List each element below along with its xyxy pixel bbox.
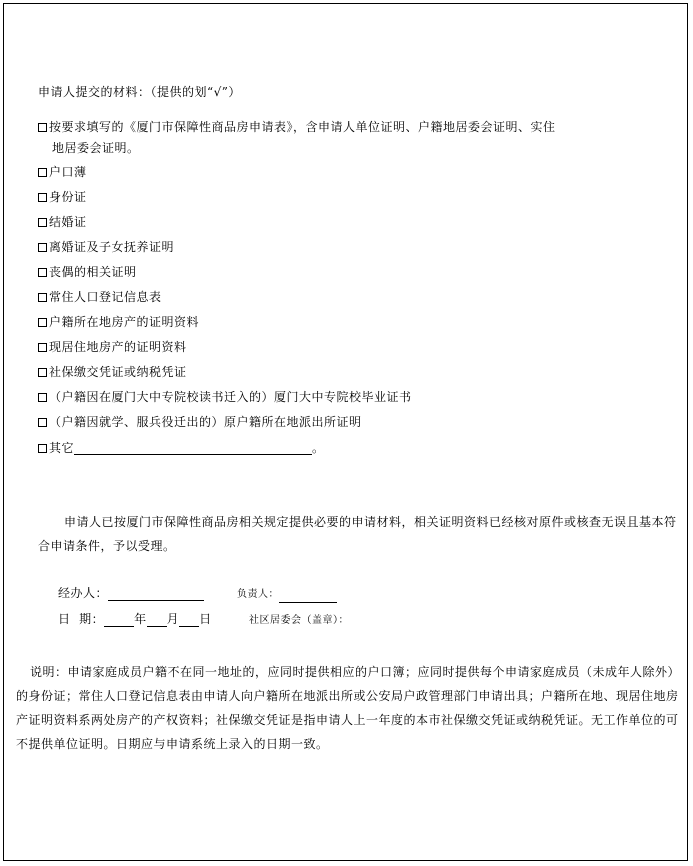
month-label: 月: [166, 612, 180, 626]
checkbox-icon[interactable]: [38, 193, 47, 202]
checkbox-icon[interactable]: [38, 418, 47, 427]
year-blank[interactable]: [104, 614, 134, 627]
checkbox-icon[interactable]: [38, 318, 47, 327]
item-label: 结婚证: [49, 215, 87, 229]
other-blank-line[interactable]: [74, 442, 312, 455]
checkbox-icon[interactable]: [38, 393, 47, 402]
item-label: 常住人口登记信息表: [49, 290, 162, 304]
checkbox-icon[interactable]: [38, 343, 47, 352]
materials-title: 申请人提交的材料：（提供的划“√”）: [38, 85, 241, 99]
item-label: 现居住地房产的证明资料: [49, 340, 187, 354]
day-label: 日: [199, 612, 212, 626]
committee-stamp-label: 社区居委会（盖章）：: [249, 615, 349, 626]
checkbox-item-hukou[interactable]: [38, 164, 87, 180]
checkbox-item-divorce[interactable]: [38, 239, 174, 255]
checkbox-icon[interactable]: [38, 243, 47, 252]
item-label: （户籍因就学、服兵役迁出的）原户籍所在地派出所证明: [49, 415, 362, 429]
item-label: 社保缴交凭证或纳税凭证: [49, 365, 187, 379]
checkbox-item-other[interactable]: [38, 440, 325, 456]
item-label: 户口薄: [49, 165, 87, 179]
item-label: 身份证: [49, 190, 87, 204]
checkbox-icon[interactable]: [38, 293, 47, 302]
checkbox-icon[interactable]: [38, 123, 47, 132]
handler-label: 经办人：: [58, 586, 109, 600]
item-label: 户籍所在地房产的证明资料: [49, 315, 200, 329]
item-label: 丧偶的相关证明: [49, 265, 137, 279]
checkbox-item-diploma[interactable]: [38, 389, 412, 405]
checkbox-item-current-property[interactable]: [38, 339, 187, 355]
checkbox-item-application-form[interactable]: [38, 119, 556, 135]
month-blank[interactable]: [147, 614, 167, 627]
responsible-row: [237, 587, 337, 603]
checkbox-item-social-security[interactable]: [38, 364, 187, 380]
checkbox-icon[interactable]: [38, 368, 47, 377]
item-label: 离婚证及子女抚养证明: [49, 240, 175, 254]
year-label: 年: [134, 612, 147, 626]
responsible-blank-line[interactable]: [279, 590, 337, 603]
checkbox-icon[interactable]: [38, 168, 47, 177]
other-end: 。: [312, 441, 325, 455]
acceptance-statement: 申请人已按厦门市保障性商品房相关规定提供必要的申请材料，相关证明资料已经核对原件或核查无误且基本符合申请条件，予以受理。: [38, 515, 677, 553]
date-label: 日 期：: [58, 612, 105, 626]
checkbox-icon[interactable]: [38, 218, 47, 227]
checkbox-item-police-proof[interactable]: [38, 414, 362, 430]
checkbox-item-resident-info[interactable]: [38, 289, 162, 305]
handler-row: [58, 585, 204, 601]
note-paragraph: 说明：申请家庭成员户籍不在同一地址的，应同时提供相应的户口簿；应同时提供每个申请家庭成员（未成年人除外）的身份证；常住人口登记信息表由申请人向户籍所在地派出所或公安局户政管理部门申请出具；户籍所在地、现居住地房产证明资料系两处房产的产权资料；社保缴交凭证是指申请人上一年度的本市社保缴交凭证或纳税凭证。无工作单位的可不提供单位证明。日期应与申请系统上录入的日期一致。: [16, 665, 681, 751]
checkbox-item-hukou-property[interactable]: [38, 314, 199, 330]
checkbox-icon[interactable]: [38, 268, 47, 277]
checkbox-item-widowed[interactable]: [38, 264, 137, 280]
item-continuation: 地居委会证明。: [52, 141, 140, 155]
item-label: 按要求填写的《厦门市保障性商品房申请表》，含申请人单位证明、户籍地居委会证明、实住: [49, 120, 556, 134]
date-row: [58, 611, 212, 627]
item-label: （户籍因在厦门大中专院校读书迁入的）厦门大中专院校毕业证书: [49, 390, 412, 404]
checkbox-item-marriage[interactable]: [38, 214, 87, 230]
checkbox-icon[interactable]: [38, 444, 47, 453]
handler-blank-line[interactable]: [108, 588, 204, 601]
checkbox-item-id-card[interactable]: [38, 189, 87, 205]
item-label: 其它: [49, 441, 75, 455]
day-blank[interactable]: [179, 614, 199, 627]
responsible-label: 负责人：: [237, 589, 279, 600]
